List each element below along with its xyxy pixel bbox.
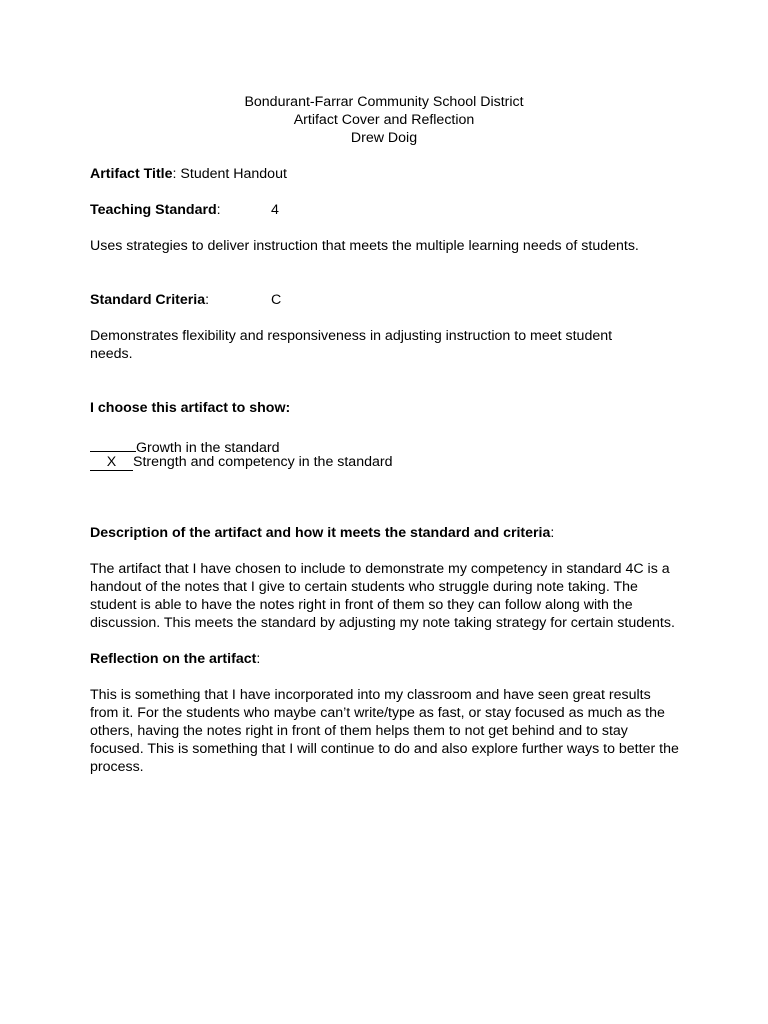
standard-criteria-description: Demonstrates flexibility and responsiveness in adjusting instruction to meet student needs. [90,328,613,362]
standard-criteria-label: Standard Criteria [90,292,206,308]
strength-blank: X [90,454,133,471]
author-name: Drew Doig [350,130,418,146]
document-page [90,93,690,776]
standard-criteria-sep: : [205,292,210,308]
teaching-standard-value: 4 [271,202,279,218]
teaching-standard-label: Teaching Standard [90,202,217,218]
artifact-title-label: Artifact Title [90,166,173,182]
teaching-standard-sep: : [216,202,221,218]
district-name: Bondurant-Farrar Community School District [244,94,524,110]
description-heading-row [90,524,690,542]
document-header [90,93,678,147]
description-heading-sep: : [550,525,555,541]
teaching-standard-row [90,201,690,219]
choice-strength [90,453,690,471]
artifact-title-value: Student Handout [176,166,287,182]
reflection-body: This is something that I have incorporated into my classroom and have seen great results from it. For the students who maybe can’t write/type as fast, or stay focused as much as the others, having the notes right in front of them helps them to not get behind and to stay focused. This is something that I will continue to do and also explore further ways to better the process. [90,687,679,775]
standard-criteria-value: C [271,292,282,308]
description-body: The artifact that I have chosen to include to demonstrate my competency in standard 4C is a handout of the notes that I give to certain students who struggle during note taking. The student is able to have the notes right in front of them so they can follow along with the discussion. This meets the standard by adjusting my note taking strategy for certain students. [90,561,675,631]
reflection-heading: Reflection on the artifact [90,651,257,667]
reflection-heading-row [90,650,690,668]
artifact-title-sep: : [172,166,177,182]
document-subtitle: Artifact Cover and Reflection [293,112,475,128]
choose-heading: I choose this artifact to show: [90,400,291,416]
growth-label: Growth in the standard [136,440,280,456]
standard-criteria-row [90,291,690,309]
growth-blank [90,435,136,452]
strength-label: Strength and competency in the standard [133,454,393,470]
teaching-standard-description: Uses strategies to deliver instruction that meets the multiple learning needs of students. [90,238,639,254]
choice-growth [90,435,690,456]
artifact-title-row [90,165,690,183]
reflection-heading-sep: : [256,651,261,667]
description-heading: Description of the artifact and how it meets the standard and criteria [90,525,551,541]
